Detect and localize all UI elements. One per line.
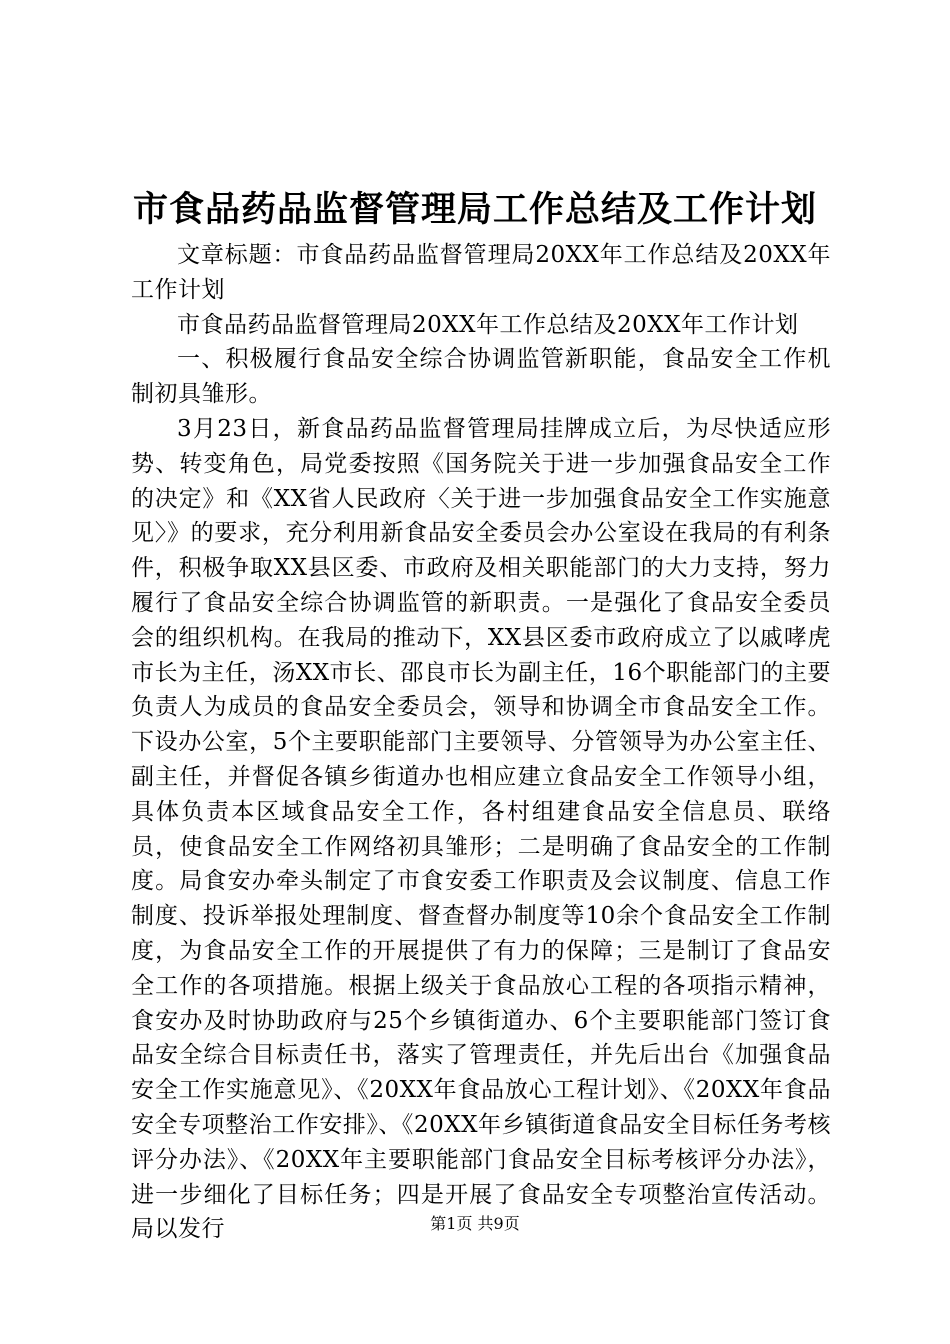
paragraph-article-title: 文章标题：市食品药品监督管理局20XX年工作总结及20XX年工作计划 [131,242,831,303]
document-title: 市食品药品监督管理局工作总结及工作计划 [132,189,817,230]
paragraph-section-heading: 一、积极履行食品安全综合协调监管新职能，食品安全工作机制初具雏形。 [131,346,831,408]
paragraph-subtitle: 市食品药品监督管理局20XX年工作总结及20XX年工作计划 [177,311,799,338]
page-number-footer: 第1页 共9页 [430,1214,520,1233]
paragraph-body: 3月23日，新食品药品监督管理局挂牌成立后，为尽快适应形势、转变角色，局党委按照《国务院关于进一步加强食品安全工作的决定》和《XX省人民政府〈关于进一步加强食品安全工作实施意见〉》的要求，充分利用新食品安全委员会办公室设在我局的有利条件，积极争取XX县区委、市政府及相关职能部门的大力支持，努力履行了食品安全综合协调监管的新职责。一是强化了食品安全委员会的组织机构。在我局的推动下，XX县区委市政府成立了以戚哮虎市长为主任，汤XX市长、邵良市长为副主任，16个职能部门的主要负责人为成员的食品安全委员会，领导和协调全市食品安全工作。下设办公室，5个主要职能部门主要领导、分管领导为办公室主任、副主任，并督促各镇乡街道办也相应建立食品安全工作领导小组，具体负责本区域食品安全工作，各村组建食品安全信息员、联络员，使食品安全工作网络初具雏形；二是明确了食品安全的工作制度。局食安办牵头制定了市食安委工作职责及会议制度、信息工作制度、投诉举报处理制度、督查督办制度等10余个食品安全工作制度，为食品安全工作的开展提供了有力的保障；三是制订了食品安全工作的各项措施。根据上级关于食品放心工程的各项指示精神，食安办及时协助政府与25个乡镇街道办、6个主要职能部门签订食品安全综合目标责任书，落实了管理责任，并先后出台《加强食品安全工作实施意见》、《20XX年食品放心工程计划》、《20XX年食品安全专项整治工作安排》、《20XX年乡镇街道食品安全目标任务考核评分办法》、《20XX年主要职能部门食品安全目标考核评分办法》，进一步细化了目标任务；四是开展了食品安全专项整治宣传活动。局以发行 [131,415,831,1243]
document-body [131,238,831,1247]
